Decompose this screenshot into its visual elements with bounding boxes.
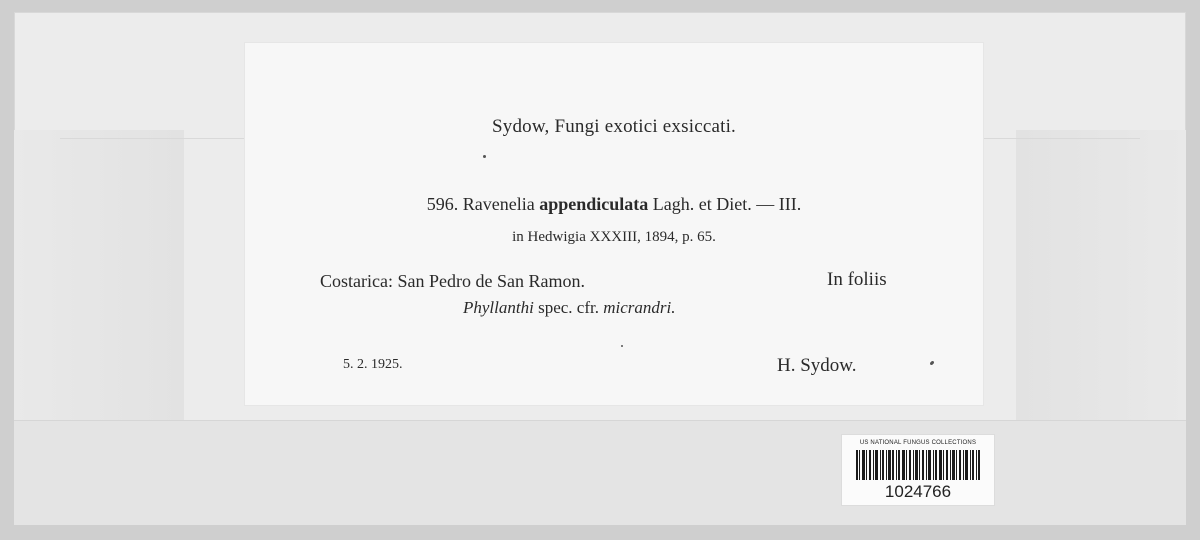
envelope-bottom-flap bbox=[14, 420, 1186, 525]
species-epithet: appendiculata bbox=[539, 194, 649, 214]
collection-locality: Costarica: San Pedro de San Ramon. bbox=[320, 271, 585, 291]
host-qualifier: spec. cfr. bbox=[538, 298, 599, 317]
speck bbox=[483, 155, 486, 158]
label-title: Sydow, Fungi exotici exsiccati. bbox=[491, 116, 736, 137]
entry-number: 596. bbox=[426, 194, 459, 214]
collection-date: 5. 2. 1925. bbox=[343, 357, 403, 372]
host-species: micrandri. bbox=[603, 298, 676, 317]
literature-reference: in Hedwigia XXXIII, 1894, p. 65. bbox=[512, 229, 716, 245]
exsiccata-label bbox=[245, 43, 983, 405]
taxon-authority: Lagh. et Diet. — III. bbox=[652, 194, 802, 214]
speck bbox=[930, 362, 933, 365]
host-line bbox=[463, 298, 675, 318]
barcode-title: US NATIONAL FUNGUS COLLECTIONS bbox=[859, 440, 977, 446]
barcode-number: 1024766 bbox=[884, 482, 952, 501]
taxon-line bbox=[245, 194, 983, 215]
barcode-label bbox=[842, 435, 994, 505]
barcode-icon bbox=[856, 450, 980, 480]
speck bbox=[621, 345, 623, 347]
genus-name: Ravenelia bbox=[462, 194, 535, 214]
host-prefix: In foliis bbox=[827, 269, 887, 290]
collector-name: H. Sydow. bbox=[777, 355, 857, 376]
host-genus: Phyllanthi bbox=[463, 298, 534, 317]
